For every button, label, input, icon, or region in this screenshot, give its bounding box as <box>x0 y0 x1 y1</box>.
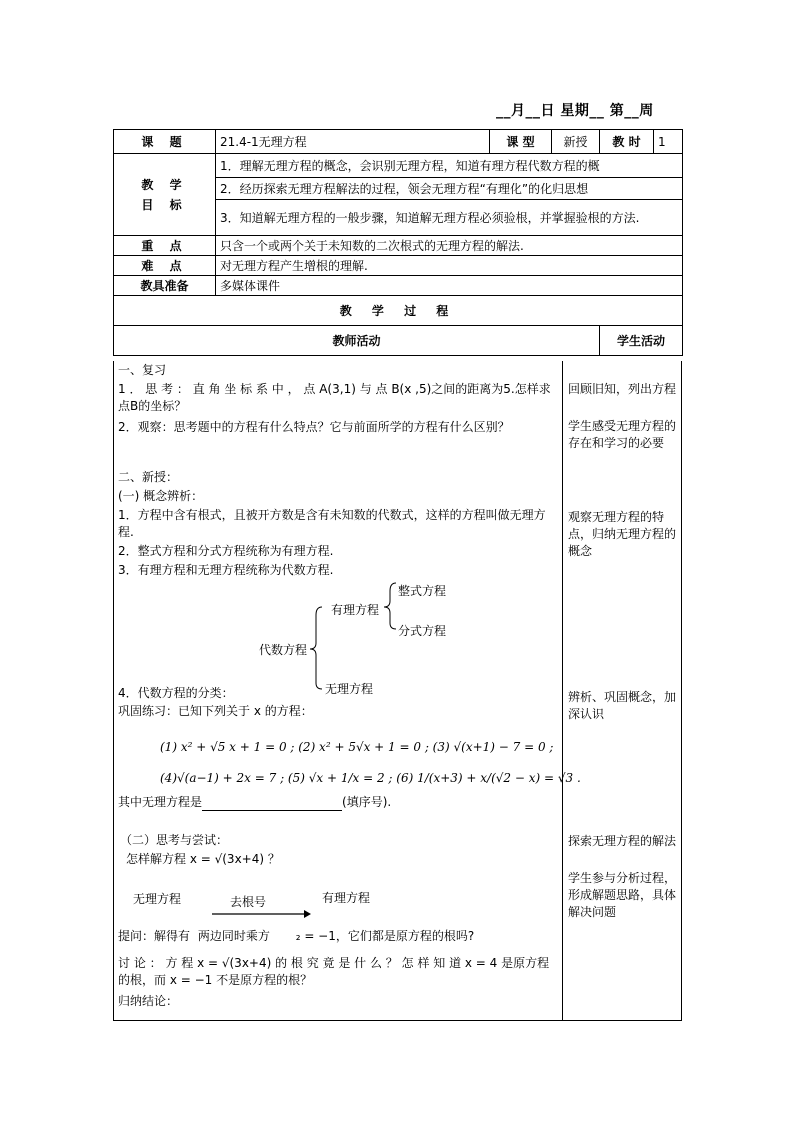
flow-to: 有理方程 <box>322 891 371 905</box>
hours-label: 教 时 <box>600 130 654 154</box>
teacher-column-title: 教师活动 <box>114 326 600 356</box>
fill-blank-line <box>118 794 391 811</box>
student-activity-3: 观察无理方程的特点，归纳无理方程的概念 <box>568 510 677 558</box>
equation-line-1: (1) x² + √5 x + 1 = 0 ; (2) x² + 5√x + 1 = 0 ; (3) √(x+1) − 7 = 0 ; <box>160 740 554 754</box>
flow-bottom-label: 两边同时乘方 <box>197 929 270 943</box>
hours-value: 1 <box>654 130 683 154</box>
think-question: 怎样解方程 x = √(3x+4) ？ <box>126 852 280 866</box>
concept-title: (一) 概念辨析： <box>118 489 204 503</box>
tree-irrational: 无理方程 <box>325 682 374 696</box>
fill-suffix: (填序号). <box>342 795 392 809</box>
ask-line <box>118 928 474 945</box>
lesson-info-table <box>113 129 683 356</box>
practice-label: 巩固练习：已知下列关于 x 的方程： <box>118 704 313 718</box>
goal-1: 1．理解无理方程的概念，会识别无理方程，知道有理方程代数方程的概 <box>216 154 683 178</box>
student-activity-2: 学生感受无理方程的存在和学习的必要 <box>568 419 677 450</box>
conclusion-label: 归纳结论： <box>118 994 179 1008</box>
topic-value: 21.4-1无理方程 <box>216 130 490 154</box>
flow-from: 无理方程 <box>133 892 182 906</box>
discussion: 讨 论 ： 方 程 x = √(3x+4) 的 根 究 竟 是 什 么 ？ 怎 样 知 道 x = 4 是原方程的根，而 x = −1 不是原方程的根？ <box>118 956 550 987</box>
flow-arrow <box>210 909 312 919</box>
concept-2: 2．整式方程和分式方程统称为有理方程. <box>118 544 334 558</box>
date-header: __月__日 星期__ 第__周 <box>496 103 654 119</box>
goals-label-line1: 教 学 <box>141 177 188 192</box>
student-activity-6: 学生参与分析过程，形成解题思路，具体解决问题 <box>568 871 677 919</box>
classify-label: 4．代数方程的分类： <box>118 686 234 700</box>
review-title: 一、复习 <box>118 363 167 377</box>
concept-1: 1．方程中含有根式，且被开方数是含有未知数的代数式，这样的方程叫做无理方程. <box>118 508 546 539</box>
type-label: 课 型 <box>490 130 552 154</box>
goal-2: 2．经历探索无理方程解法的过程，领会无理方程“有理化”的化归思想 <box>216 178 683 200</box>
tree-root-algebraic: 代数方程 <box>259 643 308 657</box>
student-activity-5: 探索无理方程的解法 <box>568 834 677 848</box>
fill-prefix: 其中无理方程是 <box>118 795 203 809</box>
ask-suffix: ₂ = −1，它们都是原方程的根吗? <box>295 929 475 943</box>
topic-label: 课 题 <box>114 130 216 154</box>
student-column-title: 学生活动 <box>600 326 683 356</box>
think-title: （二）思考与尝试： <box>120 833 229 847</box>
key-value: 只含一个或两个关于未知数的二次根式的无理方程的解法. <box>216 236 683 256</box>
goals-label-line2: 目 标 <box>141 197 188 212</box>
equation-line-2: (4)√(a−1) + 2x = 7 ; (5) √x + 1/x = 2 ; (6) 1/(x+3) + x/(√2 − x) = √3 . <box>160 771 581 785</box>
concept-3: 3．有理方程和无理方程统称为代数方程. <box>118 563 334 577</box>
review-question-2: 2．观察：思考题中的方程有什么特点？它与前面所学的方程有什么区别？ <box>118 420 510 434</box>
flow-top-label: 去根号 <box>230 895 267 909</box>
fill-blank <box>202 797 342 811</box>
ask-prefix: 提问：解得有 <box>118 929 191 943</box>
goal-3: 3．知道解无理方程的一般步骤，知道解无理方程必须验根，并掌握验根的方法. <box>216 200 683 236</box>
student-activity-4: 辨析、巩固概念，加深认识 <box>568 690 677 721</box>
tree-fractional: 分式方程 <box>398 624 447 638</box>
tools-value: 多媒体课件 <box>216 276 683 296</box>
new-lesson-title: 二、新授： <box>118 470 179 484</box>
type-value: 新授 <box>552 130 600 154</box>
difficulty-label: 难 点 <box>114 256 216 276</box>
tree-integral: 整式方程 <box>398 584 447 598</box>
goals-label <box>114 154 216 236</box>
column-divider <box>562 361 563 1021</box>
tools-label: 教具准备 <box>114 276 216 296</box>
review-question-1: 1 ． 思 考 ： 直 角 坐 标 系 中 ， 点 A(3,1) 与 点 B(x ,5)之间的距离为5.怎样求点B的坐标？ <box>118 382 551 413</box>
process-title: 教 学 过 程 <box>114 296 683 326</box>
tree-rational: 有理方程 <box>331 603 380 617</box>
key-label: 重 点 <box>114 236 216 256</box>
student-activity-1: 回顾旧知，列出方程 <box>568 382 677 396</box>
difficulty-value: 对无理方程产生增根的理解. <box>216 256 683 276</box>
